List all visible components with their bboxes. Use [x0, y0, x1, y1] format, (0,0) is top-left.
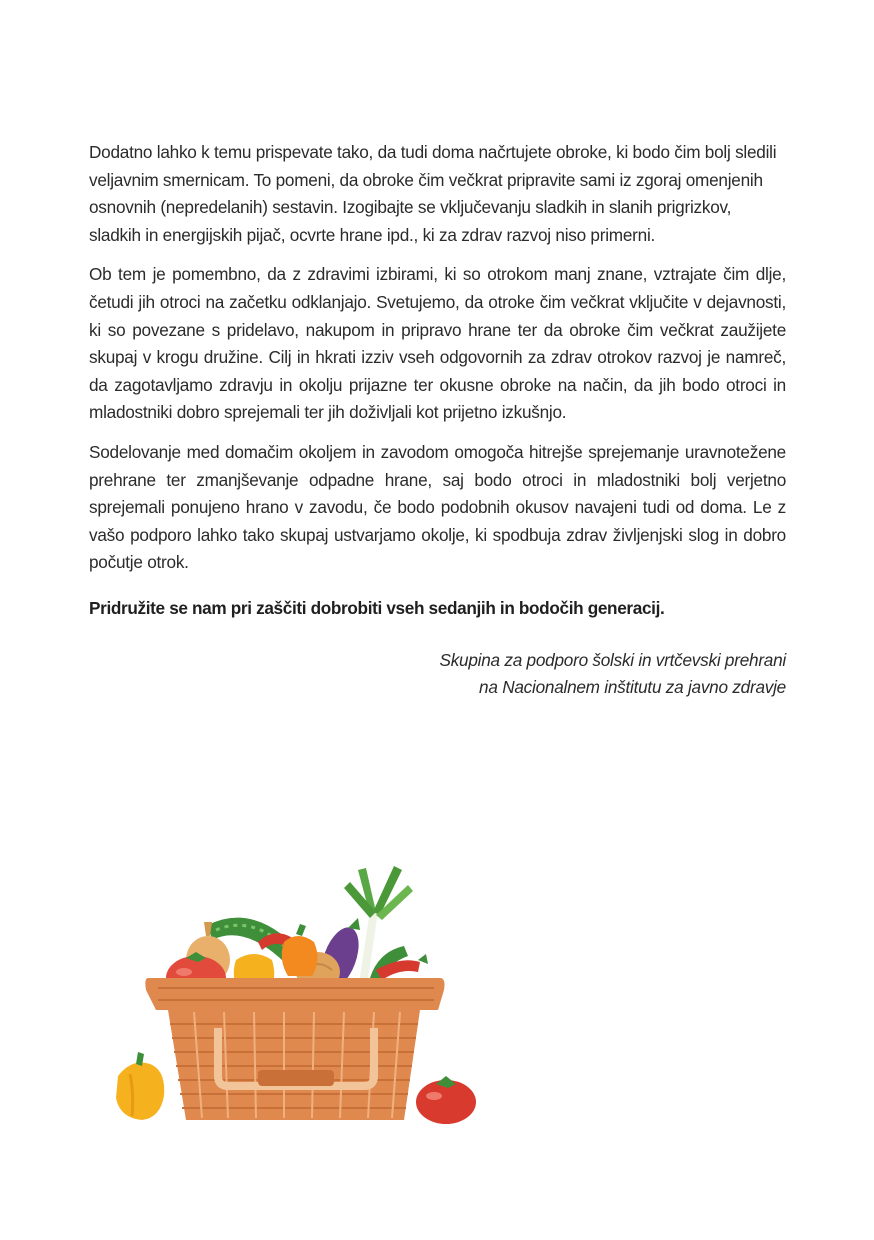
tomato-icon: [416, 1076, 476, 1124]
signature-line-1: Skupina za podporo šolski in vrtčevski prehrani: [439, 649, 786, 670]
paragraph-1: Dodatno lahko k temu prispevate tako, da tudi doma načrtujete obroke, ki bodo čim bolj sledili veljavnim smernicam. To pomeni, da obroke čim večkrat pripravite sami iz zgoraj omenjenih osnovnih (nepredelanih) sestavin. Izogibajte se vključevanju sladkih in slanih prigrizkov, sladkih in energijskih pijač, ocvrte hrane ipd., ki za zdrav razvoj niso primerni.: [89, 142, 777, 245]
callout-text: Pridružite se nam pri zaščiti dobrobiti vseh sedanjih in bodočih generacij.: [89, 597, 665, 618]
basket-icon: [145, 978, 444, 1120]
paragraph-2: Ob tem je pomembno, da z zdravimi izbirami, ki so otrokom manj znane, vztrajate čim dlje, četudi jih otroci na začetku odklanjajo. Svetujemo, da otroke čim večkrat vključite v dejavnosti, ki so povezane s pridelavo, nakupom in pripravo hrane ter da obroke čim večkrat zaužijete skupaj v krogu družine. Cilj in hkrati izziv vseh odgovornih za zdrav otrokov razvoj je namreč, da zagotavljamo zdravju in okolju prijazne ter okusne obroke na način, da jih bodo otroci in mladostniki dobro sprejemali ter jih doživljali kot prijetno izkušnjo.: [89, 264, 786, 423]
main-text: [89, 139, 786, 701]
paragraph-3: Sodelovanje med domačim okoljem in zavodom omogoča hitrejše sprejemanje uravnotežene prehrane ter zmanjševanje odpadne hrane, saj bodo otroci in mladostniki bolj verjetno sprejemali ponujeno hrano v zavodu, če bodo podobnih okusov navajeni tudi od doma. Le z vašo podporo lahko tako skupaj ustvarjamo okolje, ki spodbuja zdrav življenjski slog in dobro počutje otrok.: [89, 441, 786, 573]
signature: [89, 647, 786, 701]
vegetable-basket-illustration: [108, 860, 480, 1128]
yellow-pepper-icon: [116, 1052, 164, 1120]
signature-line-2: na Nacionalnem inštitutu za javno zdravje: [479, 676, 786, 697]
